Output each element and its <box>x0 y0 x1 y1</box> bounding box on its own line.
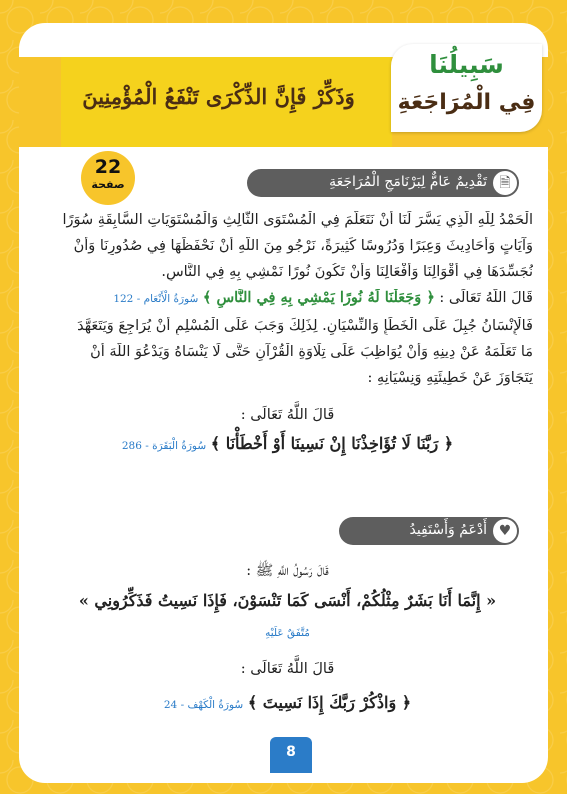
hadith-intro: قَالَ رَسُولُ اللَّهِ ﷺ : <box>246 563 329 579</box>
title-line-2: فِي الْمُرَاجَعَةِ <box>397 90 536 115</box>
verse-1-row <box>42 289 533 308</box>
hadith-reference-row <box>42 624 533 640</box>
paragraph-line-3: نُجَسِّدَهَا فِي أَقْوَالِنَا وَأَفْعَالِنَا وَأَنْ تَكُونَ نُورًا نَمْشِي بِهِ فِي النَّاسِ. <box>161 264 533 280</box>
verse-1-text: ﴿ وَجَعَلْنَا لَهُ نُورًا يَمْشِي بِهِ فِي النَّاسِ ﴾ <box>202 289 435 306</box>
section-header-support <box>339 517 519 545</box>
document-icon: 🗎 <box>493 171 517 195</box>
verse-1-reference: سُورَةُ الْأَنْعَام - 122 <box>113 293 199 305</box>
verse-2-row <box>42 434 533 453</box>
paragraph-line-2: وَآيَاتٍ وَأَحَادِيثَ وَعِبَرًا وَدُرُوسًا كَثِيرَةً، نَرْجُو مِنَ اللَّهِ أَنْ نَحْفَظَهَا فِي صُدُورِنَا وَأَنْ <box>73 238 533 254</box>
hadith-reference: مُتَّفَقٌ عَلَيْهِ <box>265 627 310 639</box>
paragraph-line-6: يَتَجَاوَزَ عَنْ خَطِيئَتِهِ وَنِسْيَانِهِ : <box>367 370 533 386</box>
verse-2-reference: سُورَةُ الْبَقَرَة - 286 <box>121 440 207 452</box>
hadith-quote: « إِنَّمَا أَنَا بَشَرٌ مِثْلُكُمْ، أَنْسَى كَمَا تَنْسَوْنَ، فَإِذَا نَسِيتُ فَذَكِّرُونِي » <box>78 591 497 610</box>
section-title-overview: تَقْدِيمٌ عَامٌّ لِبَرْنَامَجِ الْمُرَاجَعَةِ <box>329 174 487 190</box>
page-number: 8 <box>270 737 312 773</box>
hadith-text <box>42 591 533 610</box>
paragraph-line-1: الْحَمْدُ لِلَّهِ الَّذِي يَسَّرَ لَنَا أَنْ نَتَعَلَّمَ فِي الْمُسْتَوَى الثَّالِثِ وَالْمُسْتَوَيَاتِ السَّابِقَةِ سُوَرًا <box>62 212 533 228</box>
section-title-support: أَدْعَمُ وَأَسْتَفِيدُ <box>409 522 487 538</box>
paragraph-line-4: فَالْإِنْسَانُ جُبِلَ عَلَى الْخَطَإِ وَالنِّسْيَانِ. لِذَلِكَ وَجَبَ عَلَى الْمُسْلِمِ أَنْ يُرَاجِعَ وَيَتَعَهَّدَ <box>77 318 533 334</box>
verse-1-intro: قَالَ اللَّهُ تَعَالَى : <box>439 290 533 306</box>
badge-number: 22 <box>94 156 122 178</box>
verse-3-text: ﴿ وَاذْكُرْ رَبَّكَ إِذَا نَسِيتَ ﴾ <box>247 693 412 712</box>
page-badge <box>81 151 135 205</box>
paragraph-line-5: مَا تَعَلَّمَهُ عَنْ دِينِهِ وَأَنْ يُوَاظِبَ عَلَى تِلَاوَةِ الْقُرْآنِ حَتَّى لَا يَنْسَاهُ وَيَدْعُوَ اللَّهَ أَنْ <box>90 344 533 360</box>
section-header-overview <box>247 169 519 197</box>
verse-2-intro: قَالَ اللَّهُ تَعَالَى : <box>240 407 335 423</box>
verse-3-row <box>42 693 533 712</box>
hands-icon: ♥ <box>493 519 517 543</box>
verse-3-reference: سُورَةُ الْكَهْف - 24 <box>163 699 244 711</box>
header-quote: وَذَكِّرْ فَإِنَّ الذِّكْرَى تَنْفَعُ الْمُؤْمِنِينَ <box>82 84 355 109</box>
title-line-1: سَبِيلُنَا <box>429 50 504 79</box>
verse-3-intro: قَالَ اللَّهُ تَعَالَى : <box>240 661 335 677</box>
verse-2-text: ﴿ رَبَّنَا لَا تُؤَاخِذْنَا إِنْ نَسِينَا أَوْ أَخْطَأْنَا ﴾ <box>210 434 454 453</box>
badge-label: صفحة <box>91 178 125 191</box>
